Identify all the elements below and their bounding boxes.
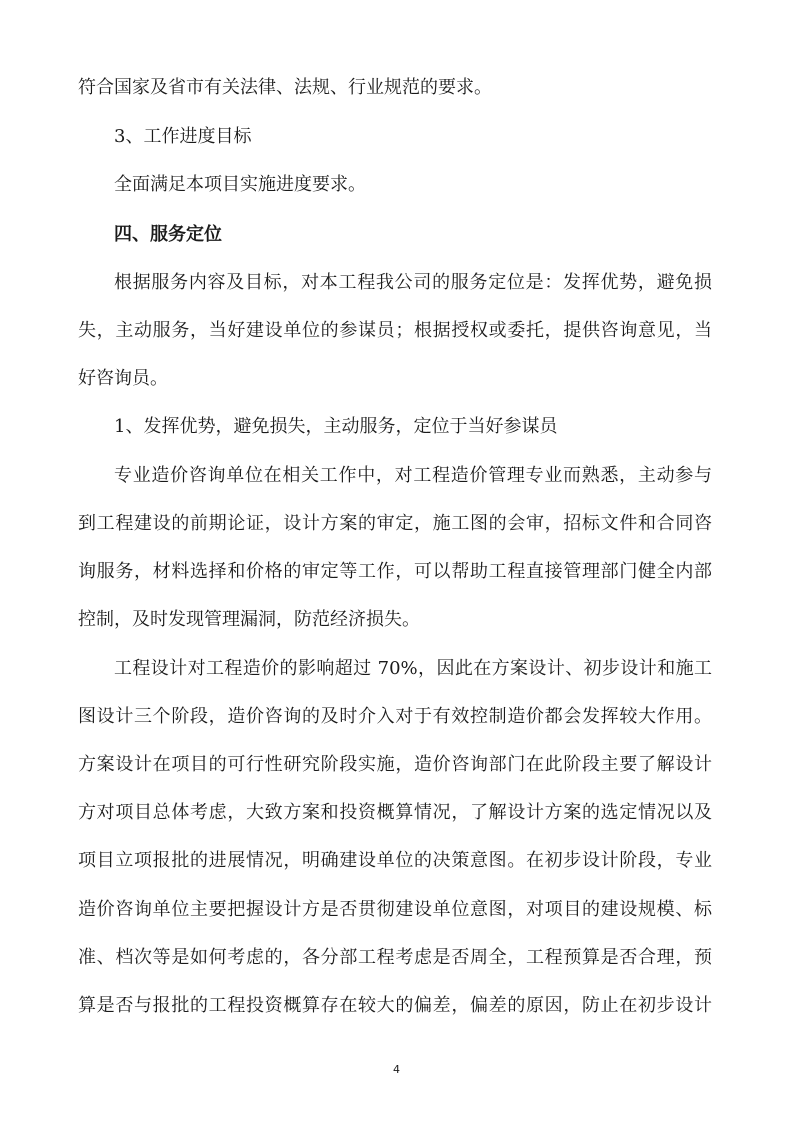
- body-line: 失，主动服务，当好建设单位的参谋员；根据授权或委托，提供咨询意见，当: [78, 320, 712, 341]
- body-line: 算是否与报批的工程投资概算存在较大的偏差，偏差的原因，防止在初步设计: [78, 995, 712, 1016]
- body-line: 方对项目总体考虑，大致方案和投资概算情况，了解设计方案的选定情况以及: [78, 802, 712, 823]
- body-line: 询服务，材料选择和价格的审定等工作，可以帮助工程直接管理部门健全内部: [78, 561, 712, 582]
- subheading: 3、工作进度目标: [114, 126, 252, 147]
- page-number: 4: [393, 1063, 400, 1076]
- body-line: 图设计三个阶段，造价咨询的及时介入对于有效控制造价都会发挥较大作用。: [78, 706, 712, 727]
- body-line: 全面满足本项目实施进度要求。: [114, 174, 366, 195]
- section-heading: 四、服务定位: [114, 224, 222, 245]
- body-line: 好咨询员。: [78, 368, 168, 389]
- subheading: 1、发挥优势，避免损失，主动服务，定位于当好参谋员: [114, 416, 558, 437]
- body-line: 符合国家及省市有关法律、法规、行业规范的要求。: [78, 77, 492, 98]
- body-line: 方案设计在项目的可行性研究阶段实施，造价咨询部门在此阶段主要了解设计: [78, 754, 712, 775]
- body-line: 工程设计对工程造价的影响超过 70%，因此在方案设计、初步设计和施工: [114, 658, 712, 679]
- body-line: 造价咨询单位主要把握设计方是否贯彻建设单位意图，对项目的建设规模、标: [78, 899, 712, 920]
- body-line: 专业造价咨询单位在相关工作中，对工程造价管理专业而熟悉，主动参与: [114, 465, 712, 486]
- body-line: 控制，及时发现管理漏洞，防范经济损失。: [78, 609, 420, 630]
- body-line: 到工程建设的前期论证，设计方案的审定，施工图的会审，招标文件和合同咨: [78, 513, 712, 534]
- body-line: 项目立项报批的进展情况，明确建设单位的决策意图。在初步设计阶段，专业: [78, 850, 712, 871]
- body-line: 根据服务内容及目标，对本工程我公司的服务定位是：发挥优势，避免损: [114, 272, 712, 293]
- body-line: 准、档次等是如何考虑的，各分部工程考虑是否周全，工程预算是否合理，预: [78, 947, 712, 968]
